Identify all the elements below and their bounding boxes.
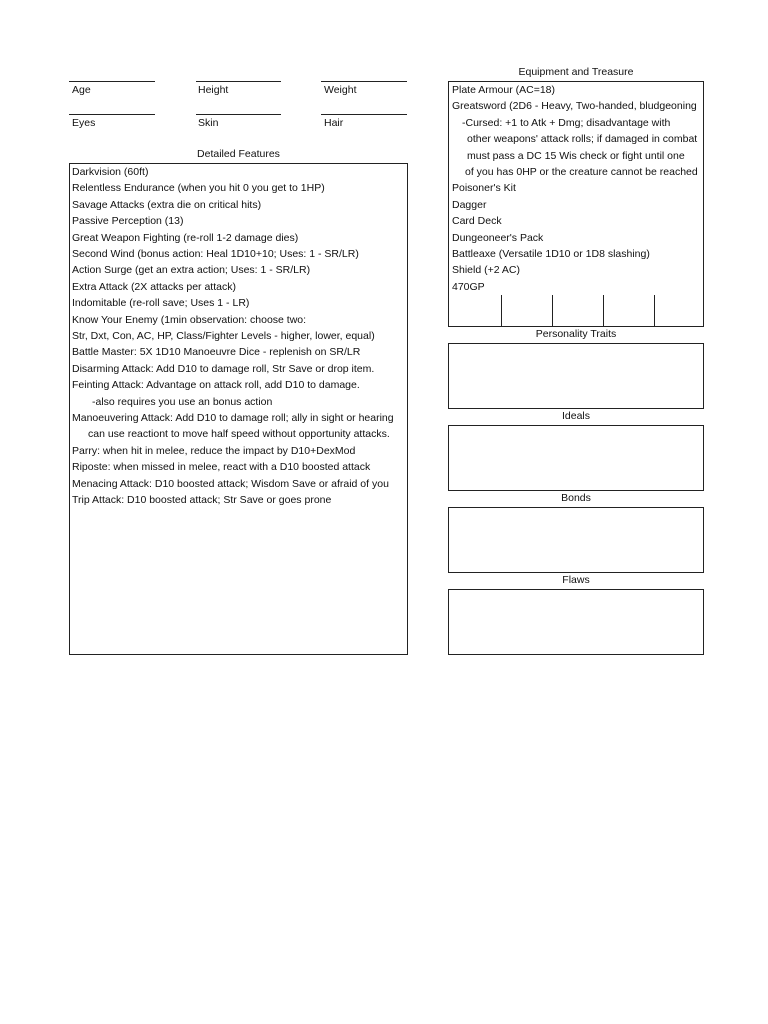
feature-item: Second Wind (bonus action: Heal 1D10+10; Uses: 1 - SR/LR): [72, 248, 359, 260]
coin-divider: [603, 295, 604, 327]
feature-item: Battle Master: 5X 1D10 Manoeuvre Dice - replenish on SR/LR: [72, 346, 361, 359]
equipment-item: Greatsword (2D6 - Heavy, Two-handed, bludgeoning: [452, 100, 697, 113]
feature-item: Feinting Attack: Advantage on attack roll, add D10 to damage.: [72, 379, 360, 392]
age-label: Age: [72, 84, 91, 96]
equipment-item: Card Deck: [452, 215, 502, 228]
flaws-title: Flaws: [562, 574, 590, 586]
feature-item: can use reactiont to move half speed without opportunity attacks.: [88, 428, 390, 441]
equipment-item: must pass a DC 15 Wis check or fight until one: [467, 149, 685, 162]
ideals-box[interactable]: [448, 425, 704, 491]
height-label: Height: [198, 84, 229, 96]
features-box[interactable]: [69, 163, 408, 655]
feature-item: Passive Perception (13): [72, 215, 184, 228]
eyes-label: Eyes: [72, 117, 96, 129]
feature-item: Savage Attacks (extra die on critical hits): [72, 198, 262, 211]
personality-title: Personality Traits: [535, 328, 617, 340]
coin-divider: [654, 295, 655, 327]
height-field-line: [196, 81, 281, 82]
equipment-item: Poisoner's Kit: [452, 182, 516, 195]
equipment-item: Dungeoneer's Pack: [452, 231, 544, 244]
equipment-item: of you has 0HP or the creature cannot be reached: [465, 166, 698, 178]
feature-item: Riposte: when missed in melee, react with a D10 boosted attack: [72, 461, 371, 474]
bonds-title: Bonds: [561, 492, 591, 504]
feature-item: Manoeuvering Attack: Add D10 to damage roll; ally in sight or hearing: [72, 412, 394, 424]
feature-item: Menacing Attack: D10 boosted attack; Wisdom Save or afraid of you: [72, 477, 389, 490]
feature-item: Darkvision (60ft): [72, 166, 149, 178]
weight-field-line: [321, 81, 407, 82]
flaws-box[interactable]: [448, 589, 704, 655]
personality-box[interactable]: [448, 343, 704, 409]
equipment-item: Battleaxe (Versatile 1D10 or 1D8 slashing): [452, 248, 650, 260]
equipment-box[interactable]: [448, 81, 704, 327]
bonds-box[interactable]: [448, 507, 704, 573]
features-title: Detailed Features: [197, 148, 280, 160]
feature-item: Parry: when hit in melee, reduce the impact by D10+DexMod: [72, 444, 356, 457]
feature-item: -also requires you use an bonus action: [92, 395, 273, 408]
feature-item: Str, Dxt, Con, AC, HP, Class/Fighter Levels - higher, lower, equal): [72, 330, 375, 342]
equipment-item: Plate Armour (AC=18): [452, 84, 556, 96]
equipment-item: 470GP: [452, 280, 485, 293]
coin-divider: [501, 295, 502, 327]
weight-label: Weight: [324, 84, 357, 96]
hair-field-line: [321, 114, 407, 115]
feature-item: Action Surge (get an extra action; Uses: 1 - SR/LR): [72, 264, 311, 277]
feature-item: Indomitable (re-roll save; Uses 1 - LR): [72, 297, 250, 310]
ideals-title: Ideals: [561, 410, 591, 422]
eyes-field-line: [69, 114, 155, 115]
feature-item: Relentless Endurance (when you hit 0 you get to 1HP): [72, 182, 325, 195]
equipment-item: Dagger: [452, 198, 487, 211]
skin-field-line: [196, 114, 281, 115]
equipment-item: Shield (+2 AC): [452, 264, 520, 277]
feature-item: Know Your Enemy (1min observation: choose two:: [72, 313, 307, 326]
equipment-title: Equipment and Treasure: [518, 66, 634, 78]
coin-divider: [552, 295, 553, 327]
age-field-line: [69, 81, 155, 82]
feature-item: Disarming Attack: Add D10 to damage roll, Str Save or drop item.: [72, 362, 375, 375]
equipment-item: -Cursed: +1 to Atk + Dmg; disadvantage with: [462, 116, 671, 129]
skin-label: Skin: [198, 117, 219, 129]
feature-item: Extra Attack (2X attacks per attack): [72, 280, 236, 293]
feature-item: Trip Attack: D10 boosted attack; Str Save or goes prone: [72, 494, 332, 506]
equipment-item: other weapons' attack rolls; if damaged in combat: [467, 133, 698, 146]
hair-label: Hair: [324, 117, 344, 129]
feature-item: Great Weapon Fighting (re-roll 1-2 damage dies): [72, 231, 299, 244]
